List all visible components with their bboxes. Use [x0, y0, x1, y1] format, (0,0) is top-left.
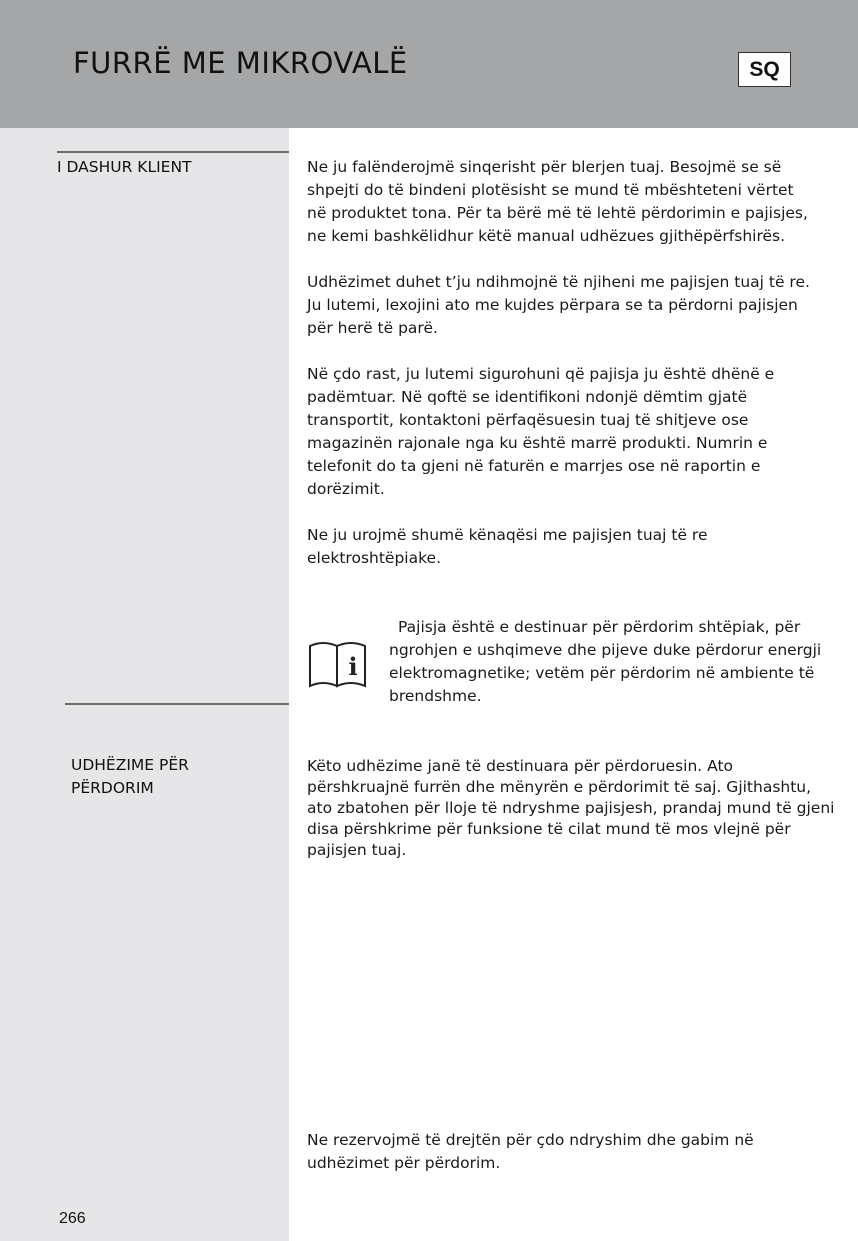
greeting-paragraph: Ne ju urojmë shumë kënaqësi me pajisjen tuaj të re elektroshtëpiake. — [307, 526, 708, 567]
greeting-heading: I DASHUR KLIENT — [57, 158, 192, 176]
instructions-heading-line: UDHËZIME PËR — [71, 756, 189, 774]
disclaimer: Ne rezervojmë të drejtën për çdo ndryshim dhe gabim në udhëzimet për përdorim. — [307, 1131, 754, 1172]
page-title: FURRË ME MIKROVALË — [73, 46, 408, 80]
greeting-paragraph: Udhëzimet duhet t’ju ndihmojnë të njiheni me pajisjen tuaj të re. Ju lutemi, lexojini ato me kujdes përpara se ta përdorni pajisjen për herë të parë. — [307, 273, 810, 337]
greeting-body — [307, 156, 812, 570]
instructions-heading-line: PËRDORIM — [71, 779, 154, 797]
language-badge: SQ — [738, 52, 791, 87]
section-divider-top — [57, 151, 289, 153]
greeting-paragraph: Në çdo rast, ju lutemi sigurohuni që pajisja ju është dhënë e padëmtuar. Në qoftë se identifikoni ndonjë dëmtim gjatë transportit, kontaktoni përfaqësuesin tuaj të shitjeve ose magazinën rajonale nga ku është marrë produkti. Numrin e telefonit do ta gjeni në faturën e marrjes ose në raportin e dorëzimit. — [307, 365, 775, 498]
svg-text:i: i — [348, 652, 358, 681]
page-header — [0, 0, 858, 128]
greeting-paragraph: Ne ju falënderojmë sinqerisht për blerjen tuaj. Besojmë se së shpejti do të bindeni plotësisht se mund të mbështeteni vërtet në produktet tona. Për ta bërë më të lehtë përdorimin e pajisjes, ne kemi bashkëlidhur këtë manual udhëzues gjithëpërfshirës. — [307, 158, 808, 245]
instructions-heading — [71, 754, 189, 800]
manual-info-icon — [307, 640, 369, 688]
instructions-paragraph: Këto udhëzime janë të destinuara për përdoruesin. Ato përshkruajnë furrën dhe mënyrën e përdorimit të saj. Gjithashtu, ato zbatohen për lloje të ndryshme pajisjesh, prandaj mund të gjeni disa përshkrime për funksione të cilat mund të mos vlejnë për pajisjen tuaj. — [307, 757, 835, 859]
page-number: 266 — [59, 1210, 86, 1227]
section-divider — [65, 703, 289, 705]
sidebar — [0, 128, 289, 1241]
usage-note: Pajisja është e destinuar për përdorim shtëpiak, për ngrohjen e ushqimeve dhe pijeve duke përdorur energji elektromagnetike; vetëm për përdorim në ambiente të brendshme. — [389, 618, 822, 705]
